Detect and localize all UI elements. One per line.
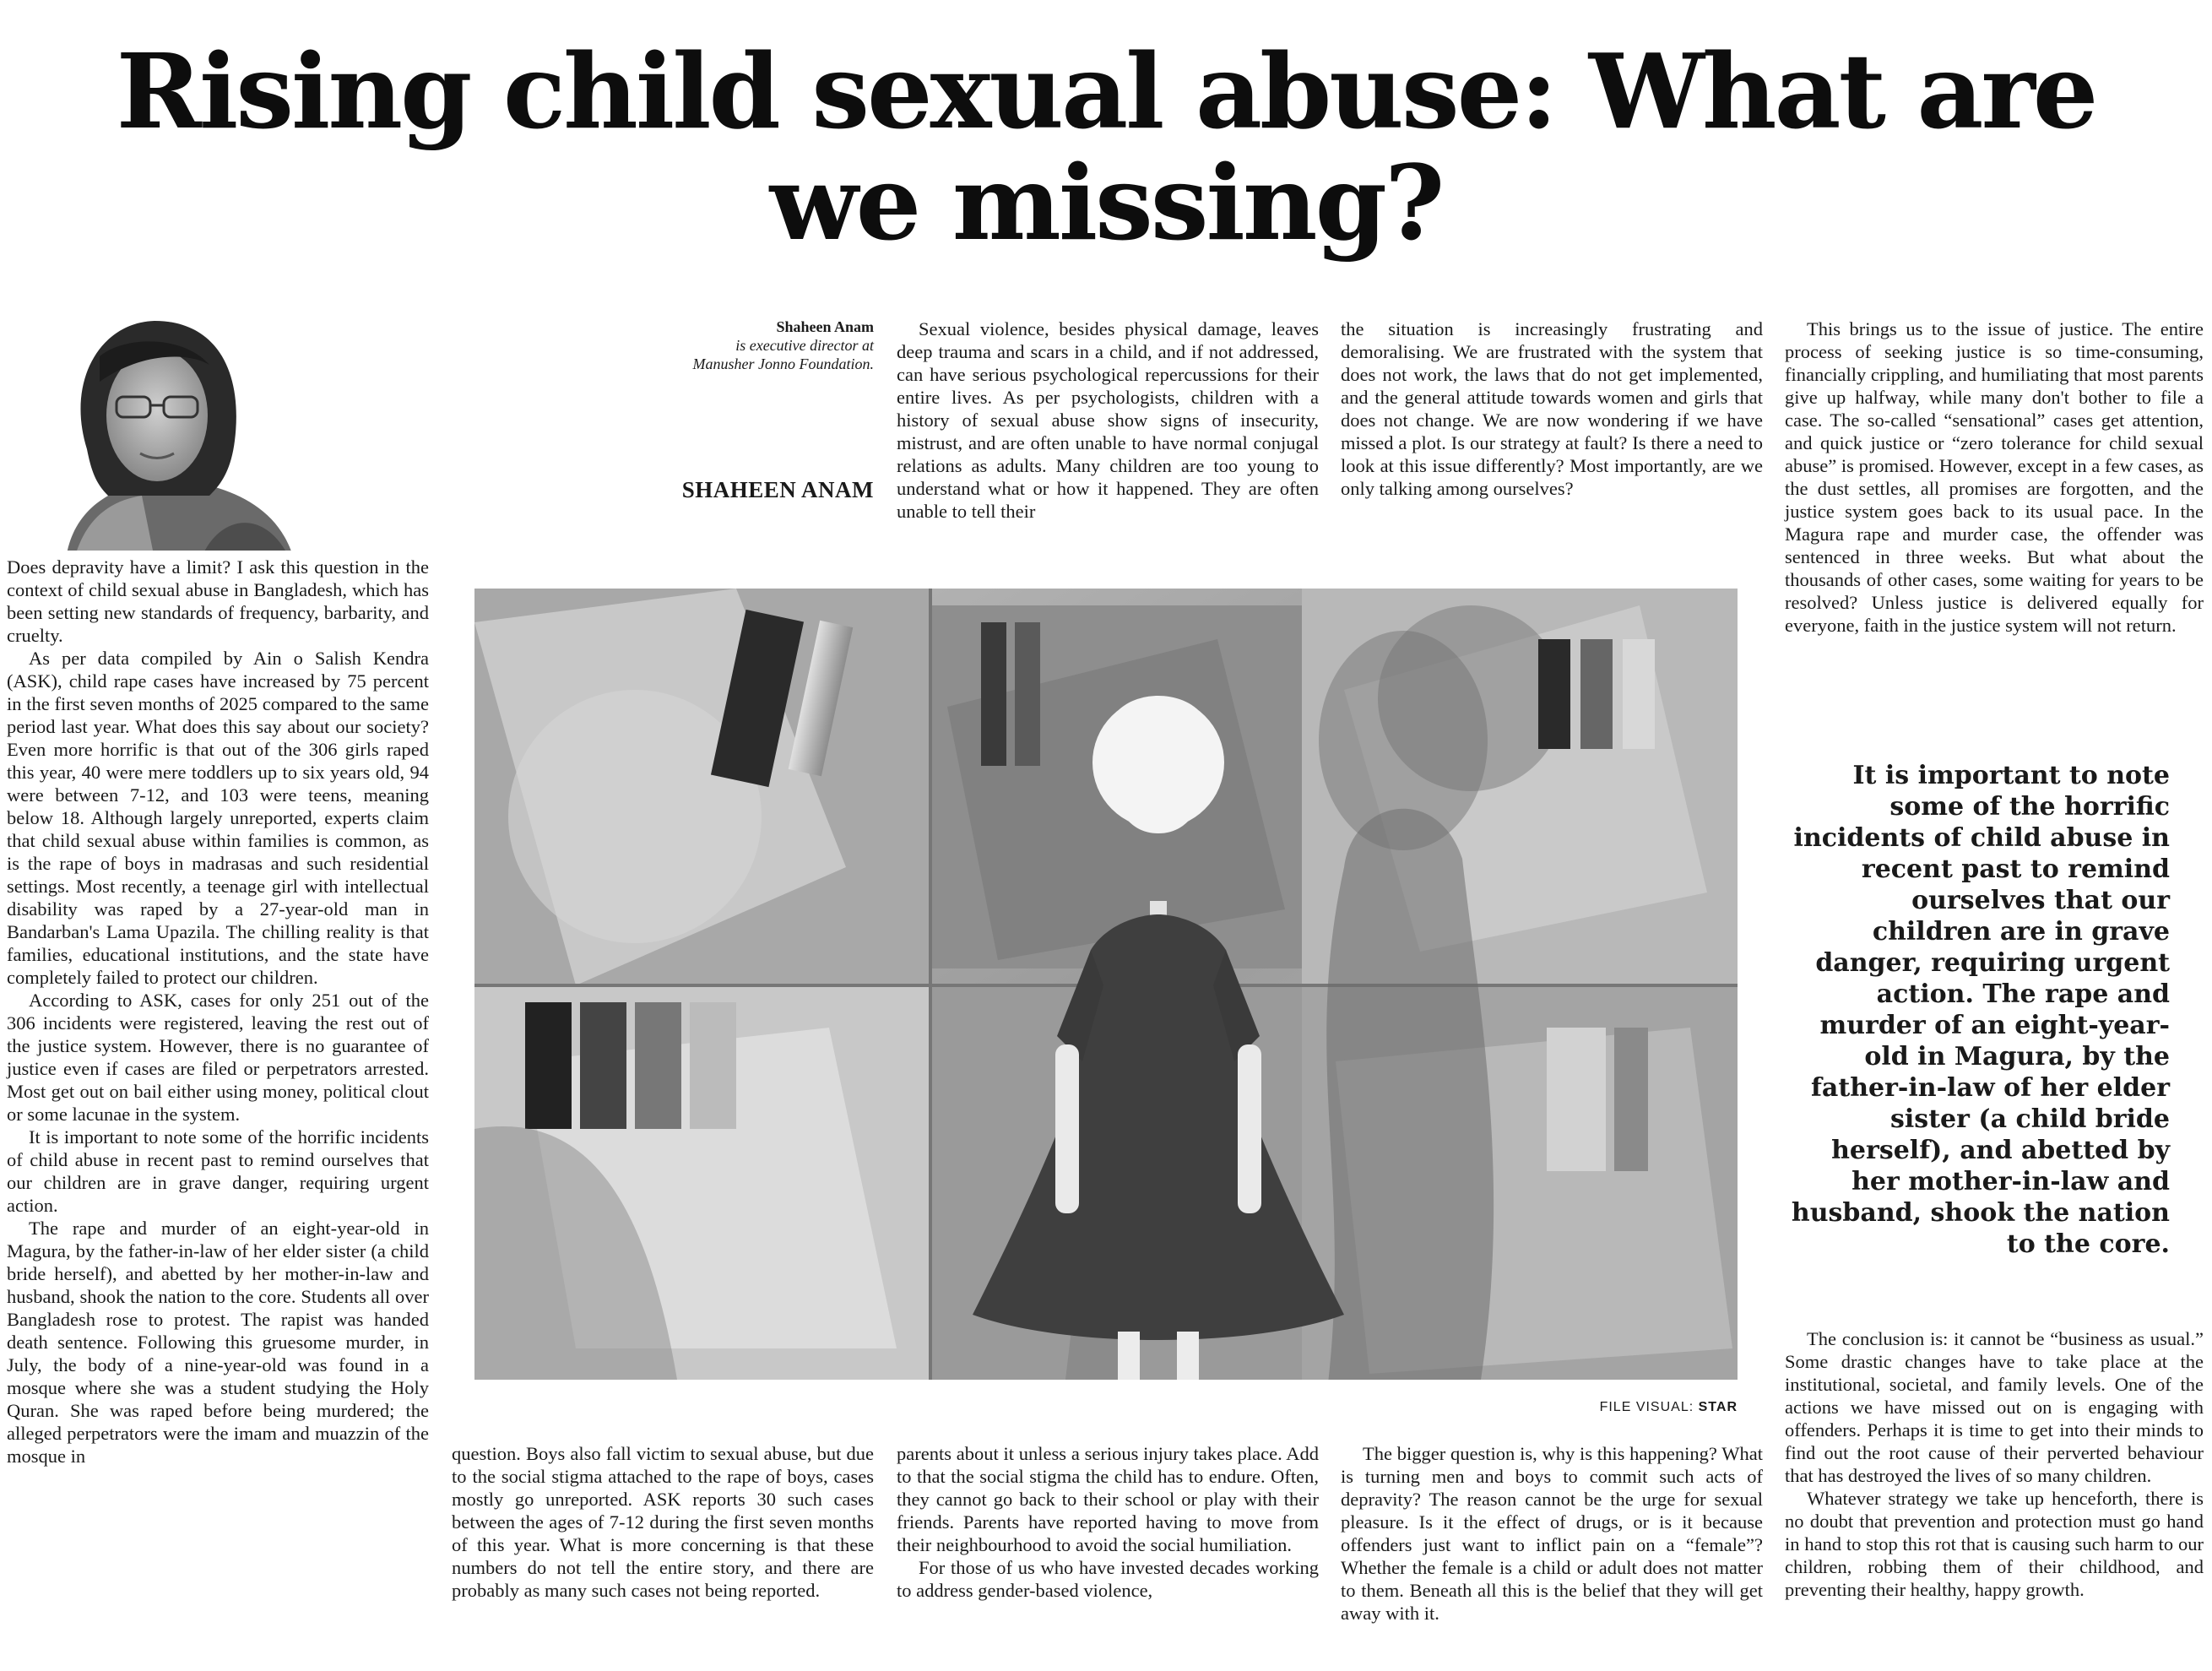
paragraph: For those of us who have invested decades working to address gender-based violence,: [897, 1557, 1319, 1601]
paragraph: Does depravity have a limit? I ask this question in the context of child sexual abuse in Bangladesh, which has been setting new standards of frequency, barbarity, and cruelty.: [7, 556, 429, 646]
byline: [583, 317, 874, 373]
paragraph: It is important to note some of the horrific incidents of child abuse in recent past to remind ourselves that our children are in grave danger, requiring urgent action.: [7, 1126, 429, 1216]
paragraph: According to ASK, cases for only 251 out of the 306 incidents were registered, leaving the rest out of the justice system. However, there is no guarantee of justice even if cases are filed or perpetrators arrested. Most get out on bail either using money, political clout or some lacunae in the system.: [7, 990, 429, 1125]
paragraph: Sexual violence, besides physical damage, leaves deep trauma and scars in a child, and if not addressed, can have serious psychological repercussions for their entire lives. As per psychologists, children with a history of sexual abuse show signs of insecurity, mistrust, and are often unable to have normal conjugal relations as adults. Many children are too young to understand what or how it happened. They are often unable to tell their: [897, 318, 1319, 522]
paragraph: the situation is increasingly frustrating and demoralising. We are frustrated with the system that does not work, the laws that do not get implemented, and the general attitude towards women and girls that does not change. We are now wondering if we have missed a plot. Is our strategy at fault? Is there a need to look at this issue differently? Most importantly, are we only talking among ourselves?: [1341, 318, 1763, 499]
girl-silhouette-illustration-icon: [474, 589, 1738, 1380]
paragraph: The rape and murder of an eight-year-old in Magura, by the father-in-law of her elder sister (a child bride herself), and abetted by her mother-in-law and husband, shook the nation to the core. Students all over Bangladesh rose to protest. The rapist was handed death sentence. Following this gruesome murder, in July, the body of a nine-year-old was found in a mosque where she was a student studying the Holy Quran. She was raped before being murdered; the alleged perpetrators were the imam and muazzin of the mosque in: [7, 1218, 429, 1467]
paragraph: parents about it unless a serious injury takes place. Add to that the social stigma the child has to endure. Often, they cannot go back to their school or play with their friends. Parents have reported having to move from their neighbourhood to avoid the social humiliation.: [897, 1443, 1319, 1555]
author-name: SHAHEEN ANAM: [681, 477, 874, 502]
article-column-3-bottom: [897, 1442, 1319, 1602]
paragraph: This brings us to the issue of justice. The entire process of seeking justice is so time-consuming, financially crippling, and humiliating that most parents give up halfway, while many don't bother to file a case. The so-called “sensational” cases get attention, and quick justice or “zero tolerance for child sexual abuse” is promised. However, except in a few cases, as the dust settles, all promises are forgotten, and the justice system goes back to its usual pace. In the Magura rape and murder case, the offender was sentenced in three weeks. But what about the thousands of other cases, some waiting for years to be resolved? Unless justice is delivered equally for everyone, faith in the justice system will not return.: [1785, 318, 2204, 636]
byline-name: Shaheen Anam: [776, 318, 874, 335]
article-column-5-top: [1785, 317, 2204, 637]
paragraph: As per data compiled by Ain o Salish Kendra (ASK), child rape cases have increased by 75 percent in the first seven months of 2025 compared to the same period last year. What does this say about our society? Even more horrific is that out of the 306 girls raped this year, 40 were mere toddlers up to six years old, 94 were between 7-12, and 103 were teens, meaning below 18. Although largely unreported, experts claim that child sexual abuse within families is common, as is the rape of boys in madrasas and such residential settings. Most recently, a teenage girl with intellectual disability was raped by a 27-year-old man in Bandarban's Lama Upazila. The chilling reality is that families, educational institutions, and the state have completely failed to protect our children.: [7, 648, 429, 988]
article-column-5-bottom: [1785, 1327, 2204, 1601]
article-column-2: [452, 1442, 874, 1602]
image-credit-prefix: FILE VISUAL:: [1599, 1400, 1694, 1414]
author-portrait-icon: [7, 306, 328, 551]
pull-quote: It is important to note some of the horrific incidents of child abuse in recent past to remind ourselves that our children are in grave danger, requiring urgent action. The rape and murder of an eight-year-old in Magura, by the father-in-law of her elder sister (a child bride herself), and abetted by her mother-in-law and husband, shook the nation to the core.: [1791, 761, 2170, 1259]
article-column-1: [7, 556, 429, 1468]
paragraph: The bigger question is, why is this happening? What is turning men and boys to commit such acts of depravity? The reason cannot be the urge for sexual pleasure. Is it the effect of drugs, or is it because offenders just want to inflict pain on a “female”? Whether the female is a child or adult does not matter to them. Beneath all this is the belief that they will get away with it.: [1341, 1443, 1763, 1624]
image-credit: [1435, 1400, 1738, 1415]
paragraph: question. Boys also fall victim to sexual abuse, but due to the social stigma attached to the rape of boys, cases mostly go unreported. ASK reports 30 such cases between the ages of 7-12 during the first seven months of this year. What is more concerning is that these numbers do not tell the entire story, and there are probably as many such cases not being reported.: [452, 1443, 874, 1601]
article-column-3-top: [897, 317, 1319, 523]
headline: Rising child sexual abuse: What are we missing?: [116, 30, 2096, 263]
article-column-4-top: [1341, 317, 1763, 500]
byline-description: Manusher Jonno Foundation.: [692, 355, 874, 372]
article-column-4-bottom: [1341, 1442, 1763, 1625]
byline-description: is executive director at: [735, 337, 874, 354]
paragraph: The conclusion is: it cannot be “business as usual.” Some drastic changes have to take place at the institutional, societal, and family levels. One of the actions we have missed out on is engaging with offenders. Perhaps it is time to get into their minds to find out the root cause of their perverted behaviour that has destroyed the lives of so many children.: [1785, 1328, 2204, 1486]
image-credit-source: STAR: [1698, 1400, 1738, 1414]
paragraph: Whatever strategy we take up henceforth, there is no doubt that prevention and protection must go hand in hand to stop this rot that is causing such harm to our children, robbing them of their childhood, and preventing their healthy, happy growth.: [1785, 1488, 2204, 1600]
